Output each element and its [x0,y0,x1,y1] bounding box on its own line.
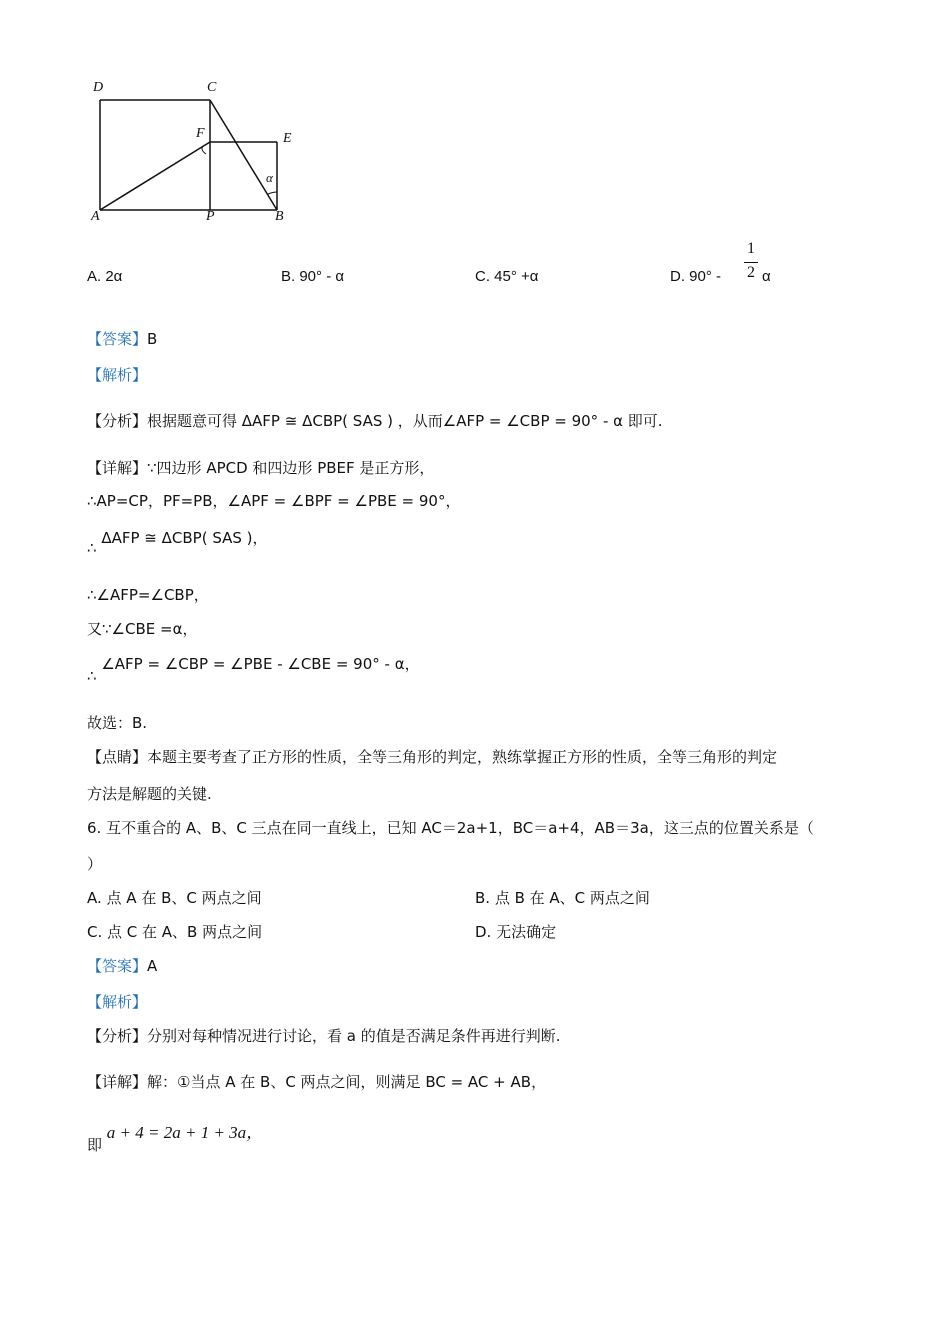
q5-conclusion: 故选：B. [87,714,148,732]
answer-tag: 【答案】 [87,957,148,975]
angle-arc-f [202,146,206,154]
answer-value: A [147,957,158,975]
fenxi-tag: 【分析】 [87,1027,148,1045]
q5-analysis-tag: 【解析】 [87,366,148,384]
q6-fenxi [87,1025,561,1046]
label-p: P [206,209,215,224]
q6-option-c: C. 点 C 在 A、B 两点之间 [87,923,263,941]
q5-option-d-denominator: 2 [747,264,755,281]
q5-option-d-prefix: D. 90° - [670,268,722,285]
label-a: A [91,209,100,224]
detail-line-1: 解：①当点 A 在 B、C 两点之间，则满足 BC = AC + AB， [147,1073,547,1091]
detail-tag: 【详解】 [87,1073,148,1091]
segment-af [100,142,210,210]
detail-line-6: ∠AFP = ∠CBP = ∠PBE - ∠CBE = 90° - α， [101,655,420,673]
detail-tag: 【详解】 [87,459,148,477]
q6-option-b: B. 点 B 在 A、C 两点之间 [475,889,650,907]
q5-detail-3 [87,527,268,557]
label-alpha: α [266,170,273,185]
q5-detail-5: 又∵∠CBE =α， [87,620,198,638]
q6-analysis-tag: 【解析】 [87,993,148,1011]
detail-line-1: ∵四边形 APCD 和四边形 PBEF 是正方形， [147,459,435,477]
detail-line-2: a + 4 = 2a + 1 + 3a， [106,1123,264,1142]
q5-detail-6 [87,653,420,685]
q5-detail-4: ∴∠AFP=∠CBP， [87,586,209,604]
label-e: E [283,131,292,146]
angle-arc-alpha [268,192,277,194]
q5-detail-1 [87,457,434,478]
q5-dianjing-2: 方法是解题的关键. [87,785,212,803]
detail-line-3: ΔAFP ≅ ΔCBP( SAS )， [101,529,268,547]
dianjing-line-1: 本题主要考查了正方形的性质，全等三角形的判定，熟练掌握正方形的性质，全等三角形的判定 [147,748,778,766]
fenxi-text: 分别对每种情况进行讨论，看 a 的值是否满足条件再进行判断. [147,1027,561,1045]
q5-option-b: B. 90° - α [281,268,345,285]
q5-option-d-suffix: α [762,268,771,285]
therefore-symbol: ∴ [87,539,97,557]
q6-option-d: D. 无法确定 [475,923,557,941]
therefore-symbol: ∴ [87,667,97,685]
answer-value: B [147,330,158,348]
q5-option-c: C. 45° +α [475,268,539,285]
label-b: B [275,209,284,224]
q5-fenxi [87,410,663,431]
q5-dianjing-1 [87,746,777,767]
q5-answer [87,328,157,349]
q5-detail-2: ∴AP=CP，PF=PB，∠APF = ∠BPF = ∠PBE = 90°， [87,492,461,510]
dianjing-tag: 【点睛】 [87,748,148,766]
fenxi-text: 根据题意可得 ΔAFP ≅ ΔCBP( SAS ) ，从而∠AFP = ∠CBP = 90° - α 即可. [147,412,663,430]
fenxi-tag: 【分析】 [87,412,148,430]
label-d: D [93,80,104,95]
answer-tag: 【答案】 [87,330,148,348]
q6-stem-1: 6. 互不重合的 A、B、C 三点在同一直线上，已知 AC＝2a+1，BC＝a+4，AB＝3a，这三点的位置关系是（ [87,819,814,837]
q6-option-a: A. 点 A 在 B、C 两点之间 [87,889,262,907]
geometry-figure [80,70,320,240]
q5-option-d-fraction-bar [744,262,758,263]
segment-cb [210,100,277,210]
label-f: F [196,126,205,141]
q6-detail-2 [87,1118,264,1154]
q6-answer [87,955,157,976]
label-c: C [207,80,217,95]
q6-stem-2: ） [87,855,103,873]
q6-detail-1 [87,1071,546,1092]
q5-option-d-numerator: 1 [747,240,755,257]
q5-option-a: A. 2α [87,268,123,285]
detail-prefix: 即 [87,1136,103,1154]
